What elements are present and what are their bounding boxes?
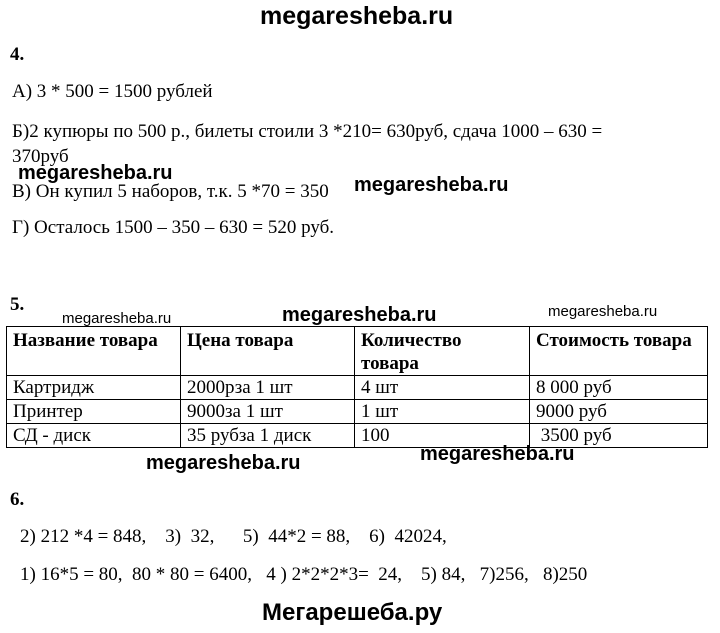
cell-price: 2000рза 1 шт — [181, 376, 355, 400]
header-quantity: Количество товара — [355, 327, 530, 376]
watermark-top: megaresheba.ru — [260, 2, 454, 30]
cell-name: Картридж — [7, 376, 181, 400]
cell-quantity: 1 шт — [355, 400, 530, 424]
cell-cost: 9000 руб — [530, 400, 708, 424]
watermark-table-left: megaresheba.ru — [62, 310, 172, 327]
task-4-answer-b-line1: Б)2 купюры по 500 р., билеты стоили 3 *210= 630руб, сдача 1000 – 630 = — [12, 121, 603, 142]
task-6-number: 6. — [10, 489, 25, 510]
cell-quantity: 100 — [355, 424, 530, 448]
table-header-row — [7, 327, 708, 376]
cell-name: Принтер — [7, 400, 181, 424]
header-cost: Стоимость товара — [530, 327, 708, 376]
cell-quantity: 4 шт — [355, 376, 530, 400]
goods-table — [6, 326, 708, 448]
cell-price: 35 рубза 1 диск — [181, 424, 355, 448]
table-row — [7, 376, 708, 400]
task-6-line2: 1) 16*5 = 80, 80 * 80 = 6400, 4 ) 2*2*2*3= 24, 5) 84, 7)256, 8)250 — [20, 564, 588, 585]
table-row — [7, 424, 708, 448]
task-4-answer-c: В) Он купил 5 наборов, т.к. 5 *70 = 350 — [12, 181, 329, 202]
header-product-name: Название товара — [7, 327, 181, 376]
watermark-mid-right: megaresheba.ru — [354, 174, 509, 196]
task-4-answer-a: А) 3 * 500 = 1500 рублей — [12, 81, 213, 102]
cell-name: СД - диск — [7, 424, 181, 448]
table-row — [7, 400, 708, 424]
watermark-table-right: megaresheba.ru — [548, 303, 658, 320]
cell-price: 9000за 1 шт — [181, 400, 355, 424]
watermark-footer: Мегарешеба.ру — [262, 599, 443, 626]
watermark-mid-left: megaresheba.ru — [18, 162, 173, 184]
cell-cost: 3500 руб — [530, 424, 708, 448]
task-4-answer-b-line2: 370руб — [12, 146, 69, 167]
watermark-below-table-right: megaresheba.ru — [420, 443, 575, 465]
watermark-table-center: megaresheba.ru — [282, 304, 437, 326]
task-4-number: 4. — [10, 44, 25, 65]
watermark-below-table-left: megaresheba.ru — [146, 452, 301, 474]
cell-cost: 8 000 руб — [530, 376, 708, 400]
header-price: Цена товара — [181, 327, 355, 376]
task-6-line1: 2) 212 *4 = 848, 3) 32, 5) 44*2 = 88, 6) 42024, — [20, 526, 447, 547]
task-4-answer-d: Г) Осталось 1500 – 350 – 630 = 520 руб. — [12, 217, 335, 238]
task-5-number: 5. — [10, 294, 25, 315]
